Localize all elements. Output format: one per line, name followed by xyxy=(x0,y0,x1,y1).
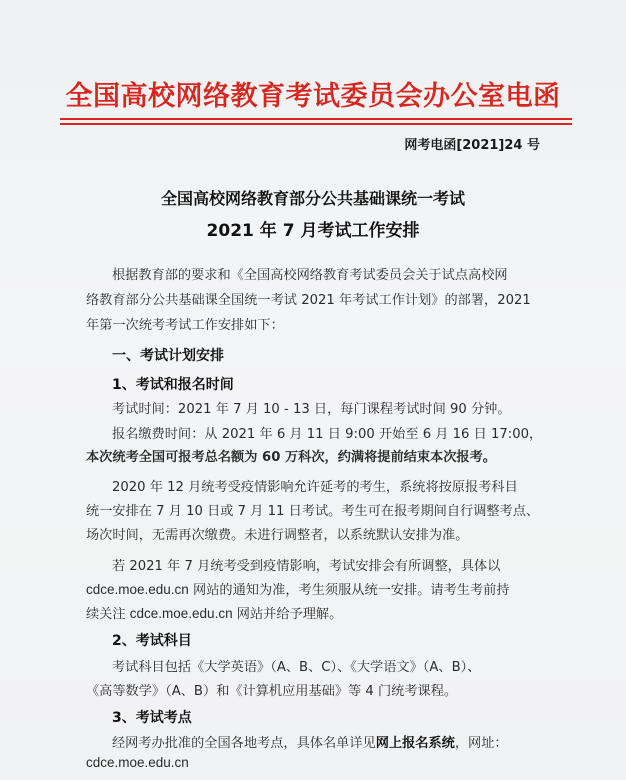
letterhead-title: 全国高校网络教育考试委员会办公室电函 xyxy=(65,81,561,112)
intro-line-3: 年第一次统考考试工作安排如下： xyxy=(86,318,284,333)
subsection-2-heading: 2、考试科目 xyxy=(112,633,192,649)
deferral-line-1: 2020 年 12 月统考受疫情影响允许延考的考生，系统将按原报考科目 xyxy=(112,480,518,495)
subsection-1-heading: 1、考试和报名时间 xyxy=(112,377,234,393)
website-link[interactable]: cdce.moe.edu.cn xyxy=(86,582,189,597)
section-1-heading: 一、考试计划安排 xyxy=(112,348,224,364)
intro-line-1: 根据教育部的要求和《全国高校网络教育考试委员会关于试点高校网 xyxy=(112,268,508,283)
website-link[interactable]: cdce.moe.edu.cn xyxy=(86,755,189,770)
quota-note: 本次统考全国可报考总名额为 60 万科次，约满将提前结束本次报考。 xyxy=(86,450,496,465)
website-link[interactable]: cdce.moe.edu.cn xyxy=(129,606,233,621)
subjects-line-1: 考试科目包括《大学英语》（A、B、C）、《大学语文》（A、B）、 xyxy=(112,660,481,675)
pandemic-line-3-post: 网站并给予理解。 xyxy=(232,607,343,622)
subsection-3-heading: 3、考试考点 xyxy=(112,710,192,726)
pandemic-line-3-pre: 续关注 xyxy=(86,607,130,622)
venues-line-2 xyxy=(86,755,189,771)
intro-line-2: 络教育部分公共基础课全国统一考试 2021 年考试工作计划》的部署，2021 xyxy=(86,293,531,308)
document-number: 网考电函[2021]24 号 xyxy=(404,138,540,153)
venues-line-1-pre: 经网考办批准的全国各地考点，具体名单详见 xyxy=(112,736,376,751)
pandemic-line-2 xyxy=(86,579,510,598)
pandemic-line-1: 若 2021 年 7 月统考受到疫情影响，考试安排会有所调整，具体以 xyxy=(112,559,501,574)
letterhead-rule-top xyxy=(60,118,572,120)
subjects-line-2: 《高等数学》（A、B）和《计算机应用基础》等 4 门统考课程。 xyxy=(86,684,458,699)
venues-line-1 xyxy=(112,732,508,751)
venues-line-1-post: ，网址： xyxy=(454,736,508,751)
registration-system-label: 网上报名系统 xyxy=(375,736,455,751)
registration-time-line: 报名缴费时间：从 2021 年 6 月 11 日 9:00 开始至 6 月 16 日 17:00， xyxy=(112,427,543,442)
letterhead-rule-bottom xyxy=(60,123,572,125)
document-title-line2: 2021 年 7 月考试工作安排 xyxy=(206,221,420,241)
exam-time-line: 考试时间：2021 年 7 月 10 - 13 日，每门课程考试时间 90 分钟。 xyxy=(112,402,511,417)
deferral-line-3: 场次时间，无需再次缴费。未进行调整者，以系统默认安排为准。 xyxy=(86,528,469,543)
pandemic-line-3 xyxy=(86,603,342,622)
deferral-line-2: 统一安排在 7 月 10 日或 7 月 11 日考试。考生可在报考期间自行调整考点、 xyxy=(86,504,540,519)
pandemic-line-2-text: 网站的通知为准，考生须服从统一安排。请考生考前持 xyxy=(188,583,510,598)
document-title-line1: 全国高校网络教育部分公共基础课统一考试 xyxy=(160,189,465,208)
